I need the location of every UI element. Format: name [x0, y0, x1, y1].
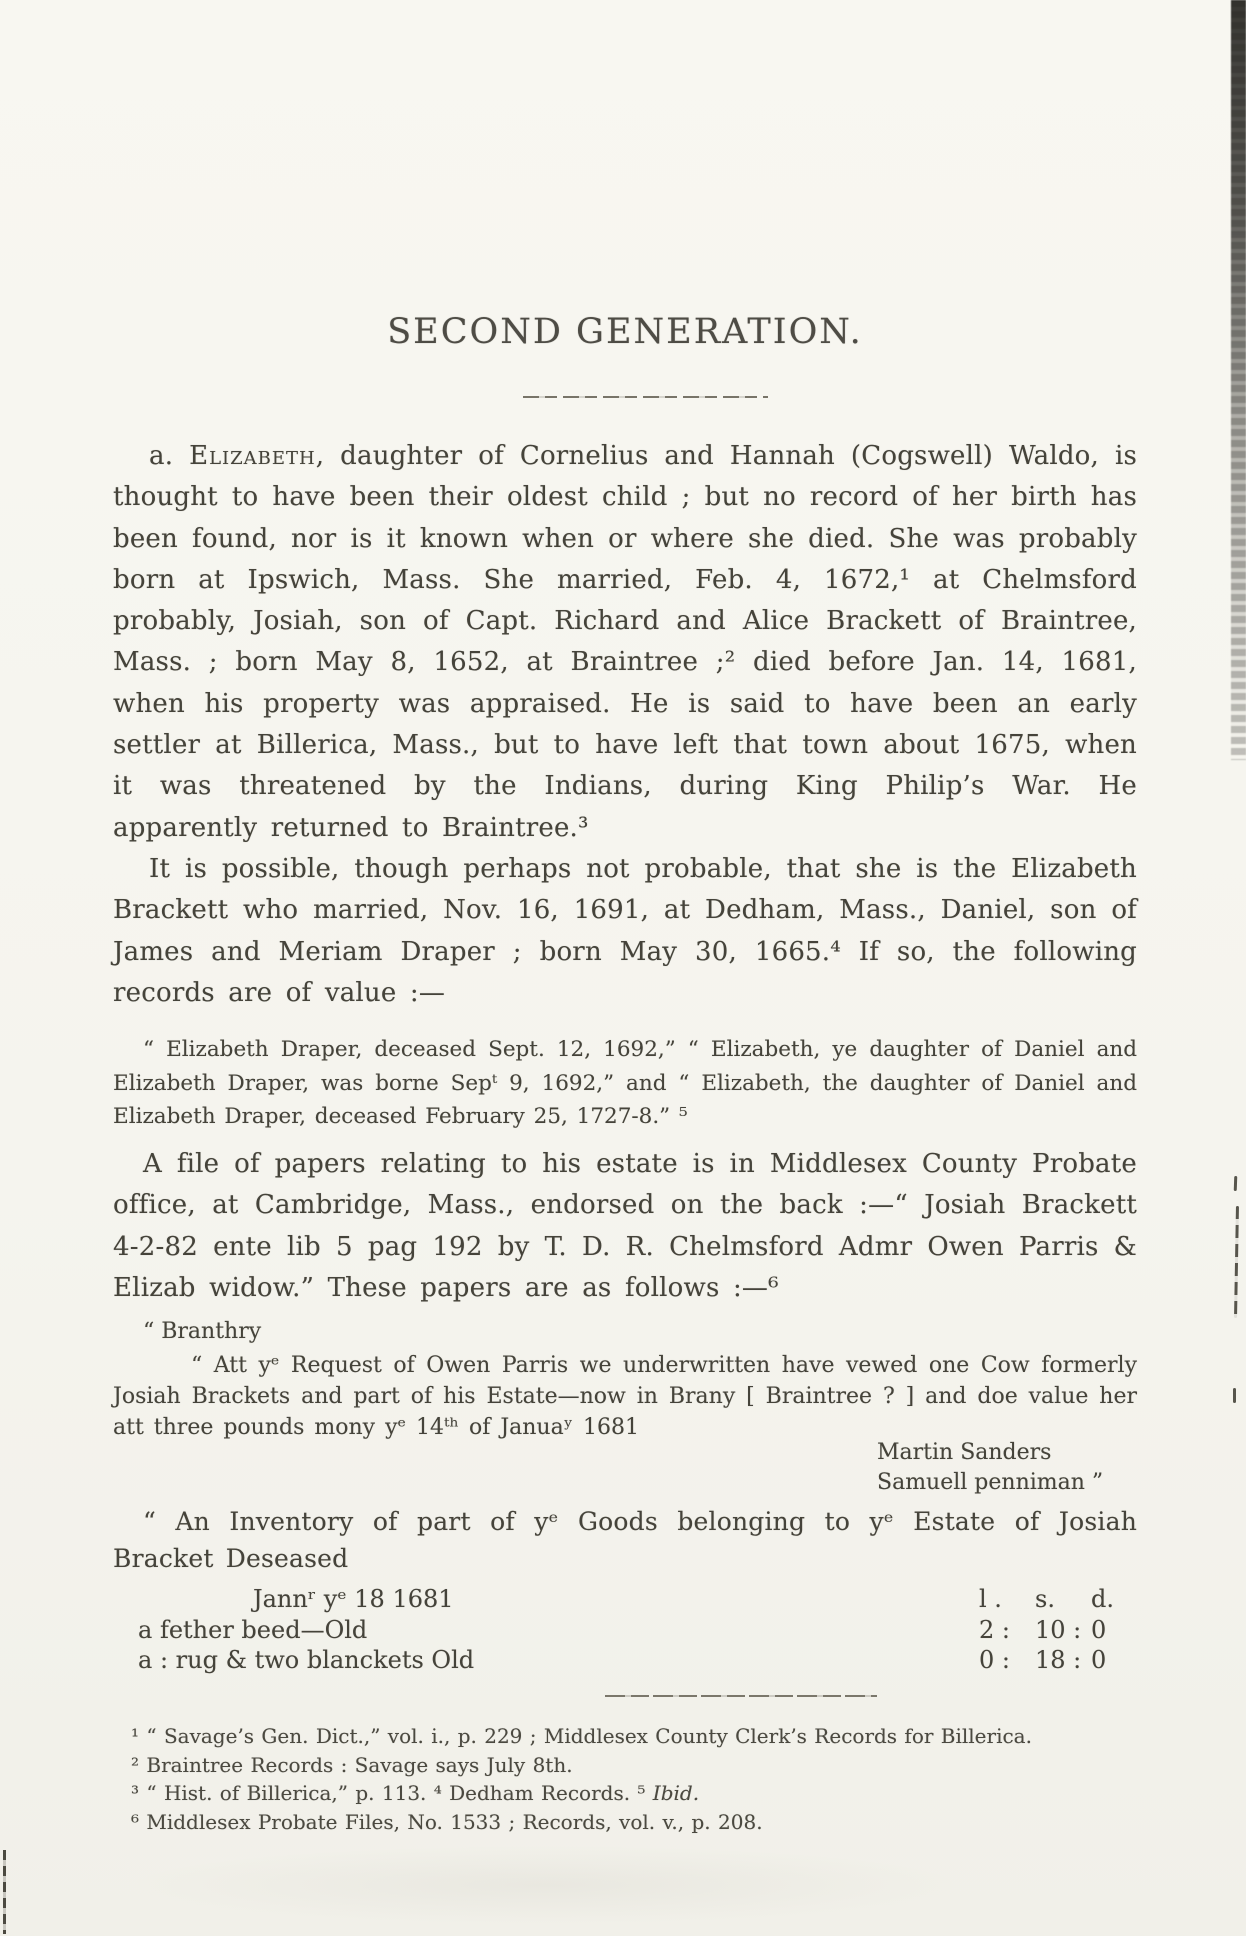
scan-edge-artifact-right [1231, 0, 1246, 760]
entry-letter: a. [149, 441, 174, 471]
footnote-1: ¹ “ Savage’s Gen. Dict.,” vol. i., p. 229 ; Middlesex County Clerk’s Records for Billerica. [131, 1724, 1032, 1748]
item-label: a fether beed—Old [138, 1615, 368, 1644]
inventory-table [113, 1584, 1137, 1676]
footnote-separator [605, 1695, 877, 1697]
scan-edge-artifact-bottom-left [3, 1850, 6, 1934]
page-title: SECOND GENERATION. [387, 312, 863, 352]
signatures [877, 1438, 1103, 1497]
paragraph-possible-match: It is possible, though perhaps not probable, that she is the Elizabeth Brackett who married, Nov. 16, 1691, at Dedham, Mass., Daniel, son of James and Meriam Draper ; born May 30, 1665.⁴ If so, the following records are of value :— [113, 854, 1137, 1008]
item-shillings: 18 : [1035, 1646, 1082, 1674]
scan-margin-mark [1234, 1176, 1238, 1191]
table-row [113, 1645, 1137, 1676]
branthry-line: “ Branthry [143, 1319, 262, 1344]
footnotes [113, 1722, 1137, 1836]
item-pence: 0 [1091, 1615, 1107, 1644]
paper-shading [120, 1845, 970, 1925]
item-pounds: 0 : [979, 1646, 1010, 1674]
item-pence: 0 [1091, 1646, 1107, 1674]
inventory-intro: “ An Inventory of part of yᵉ Goods belonging to yᵉ Estate of Josiah Bracket Deseased [113, 1507, 1137, 1573]
signature-samuell-penniman: Samuell penniman ” [877, 1469, 1104, 1495]
inventory-header-row [113, 1584, 1137, 1615]
inventory-date: Jannʳ yᵉ 18 1681 [253, 1585, 454, 1613]
footnote-2: ² Braintree Records : Savage says July 8th. [131, 1752, 573, 1777]
record-quote: “ Elizabeth Draper, deceased Sept. 12, 1692,” “ Elizabeth, ye daughter of Daniel and Elizabeth Draper, was borne Sepᵗ 9, 1692,” and “ Elizabeth, the daughter of Daniel and Elizabeth Draper, deceased February 25, 1727-8.” ⁵ [113, 1037, 1137, 1129]
footnote-6: ⁶ Middlesex Probate Files, No. 1533 ; Records, vol. v., p. 208. [131, 1809, 763, 1834]
footnote-3-4-5 [113, 1779, 1137, 1808]
column-shillings: s. [1035, 1585, 1055, 1613]
paragraph-elizabeth-text: , daughter of Cornelius and Hannah (Cogswell) Waldo, is thought to have been their oldest child ; but no record of her birth has been found, nor is it known when or where she died. She was probably born at Ipswich, Mass. She married, Feb. 4, 1672,¹ at Chelmsford probably, Josiah, son of Capt. Richard and Alice Brackett of Braintree, Mass. ; born May 8, 1652, at Braintree ;² died before Jan. 14, 1681, when his property was appraised. He is said to have been an early settler at Billerica, Mass., but to have left that town about 1675, when it was threatened by the Indians, during King Philip’s War. He apparently returned to Braintree.³ [113, 441, 1138, 843]
item-shillings: 10 : [1035, 1615, 1082, 1644]
scan-margin-mark [1233, 1388, 1236, 1403]
entry-name: Elizabeth [189, 441, 316, 471]
appraisal-quote: “ Att yᵉ Request of Owen Parris we underwritten have vewed one Cow formerly Josiah Brackets and part of his Estate—now in Brany [ Braintree ? ] and doe value her att three pounds mony yᵉ 14ᵗʰ of Januaʸ 1681 [113, 1353, 1137, 1440]
title-divider [523, 396, 768, 398]
paragraph-elizabeth [113, 436, 1137, 849]
signature-martin-sanders: Martin Sanders [877, 1440, 1052, 1465]
item-label: a : rug & two blanckets Old [138, 1646, 475, 1674]
footnote-3-text: ³ “ Hist. of Billerica,” p. 113. ⁴ Dedham Records. ⁵ [131, 1781, 653, 1805]
item-pounds: 2 : [979, 1615, 1010, 1644]
column-pence: d. [1091, 1585, 1114, 1613]
scan-margin-mark [1234, 1206, 1239, 1318]
column-pounds: l . [979, 1585, 1002, 1613]
table-row [113, 1615, 1137, 1646]
paragraph-estate-papers: A file of papers relating to his estate is in Middlesex County Probate office, at Cambridge, Mass., endorsed on the back :—“ Josiah Brackett 4-2-82 ente lib 5 pag 192 by T. D. R. Chelmsford Admr Owen Parris & Elizab widow.” These papers are as follows :—⁶ [113, 1149, 1137, 1303]
footnote-5-ibid: Ibid. [652, 1781, 700, 1805]
text-column [113, 0, 1137, 1936]
